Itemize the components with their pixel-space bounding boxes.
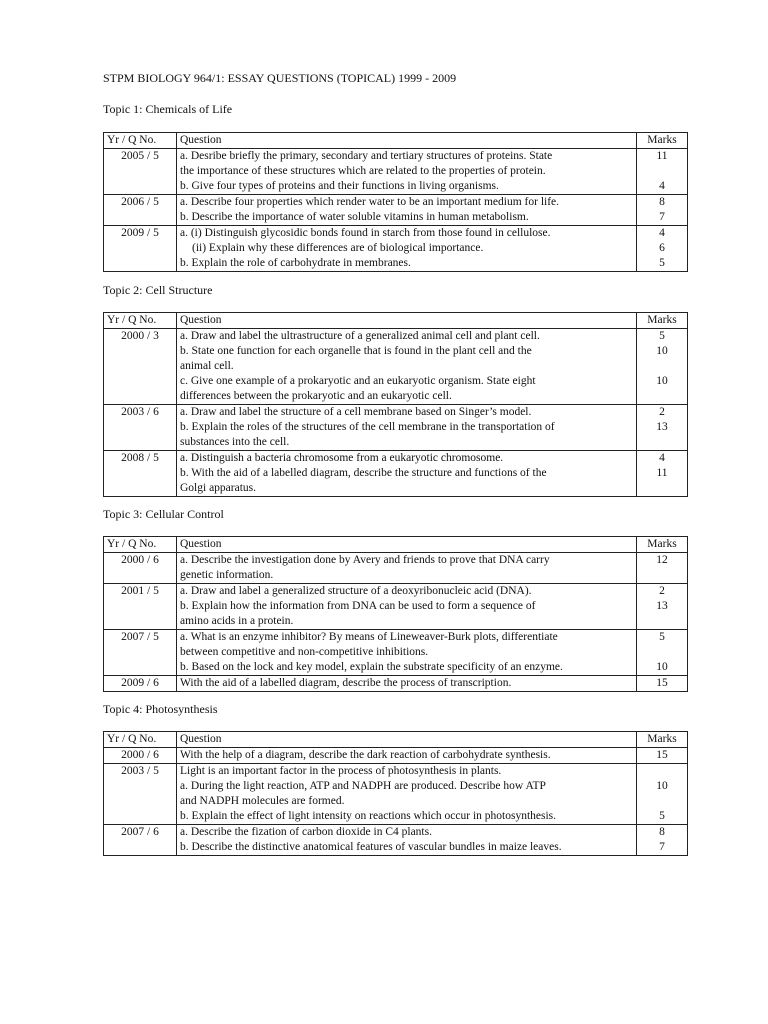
marks-value: 12 xyxy=(656,554,668,566)
table-row xyxy=(104,195,688,226)
table-row xyxy=(104,405,688,451)
marks-value: 6 xyxy=(659,242,665,254)
header-question: Question xyxy=(177,537,637,553)
table-row xyxy=(104,825,688,856)
marks-value xyxy=(640,614,684,629)
marks-value xyxy=(640,794,684,809)
marks-value xyxy=(640,568,684,583)
marks-value: 5 xyxy=(659,330,665,342)
marks-value: 5 xyxy=(659,810,665,822)
question-cell xyxy=(177,149,637,195)
header-yr: Yr / Q No. xyxy=(104,133,177,149)
marks-cell xyxy=(637,553,688,584)
question-line: Light is an important factor in the process of photosynthesis in plants. xyxy=(180,765,502,777)
year-cell: 2005 / 5 xyxy=(104,149,177,195)
header-question: Question xyxy=(177,133,637,149)
question-line: b. Explain how the information from DNA can be used to form a sequence of xyxy=(180,600,536,612)
question-cell xyxy=(177,630,637,676)
marks-value: 7 xyxy=(659,841,665,853)
question-line: a. Distinguish a bacteria chromosome from a eukaryotic chromosome. xyxy=(180,452,504,464)
table-row xyxy=(104,553,688,584)
marks-value: 5 xyxy=(659,257,665,269)
marks-value: 15 xyxy=(656,749,668,761)
marks-value: 4 xyxy=(659,180,665,192)
year-cell: 2009 / 5 xyxy=(104,226,177,272)
question-line: a. Describe the investigation done by Avery and friends to prove that DNA carry xyxy=(180,554,550,566)
question-line: (ii) Explain why these differences are of biological importance. xyxy=(192,242,484,254)
question-line: animal cell. xyxy=(180,360,234,372)
question-line: Golgi apparatus. xyxy=(180,482,257,494)
marks-cell xyxy=(637,451,688,497)
marks-cell xyxy=(637,584,688,630)
year-cell: 2009 / 6 xyxy=(104,676,177,692)
marks-value: 11 xyxy=(656,467,668,479)
marks-value xyxy=(640,764,684,779)
document-title: STPM BIOLOGY 964/1: ESSAY QUESTIONS (TOPICAL) 1999 - 2009 xyxy=(103,71,457,85)
table-row xyxy=(104,630,688,676)
question-cell xyxy=(177,451,637,497)
marks-cell xyxy=(637,748,688,764)
question-line: a. Desribe briefly the primary, secondary and tertiary structures of proteins. State xyxy=(180,150,553,162)
question-line: With the help of a diagram, describe the dark reaction of carbohydrate synthesis. xyxy=(180,749,551,761)
marks-value xyxy=(640,389,684,404)
question-cell xyxy=(177,329,637,405)
marks-cell xyxy=(637,405,688,451)
header-marks: Marks xyxy=(637,313,688,329)
question-cell xyxy=(177,405,637,451)
question-line: c. Give one example of a prokaryotic and an eukaryotic organism. State eight xyxy=(180,375,536,387)
question-line: b. Explain the role of carbohydrate in membranes. xyxy=(180,257,411,269)
header-yr: Yr / Q No. xyxy=(104,537,177,553)
table-row xyxy=(104,329,688,405)
marks-value: 4 xyxy=(659,452,665,464)
marks-cell xyxy=(637,676,688,692)
questions-table xyxy=(103,132,688,272)
year-cell: 2006 / 5 xyxy=(104,195,177,226)
marks-value xyxy=(640,359,684,374)
question-line: genetic information. xyxy=(180,569,274,581)
question-line: a. Draw and label the structure of a cell membrane based on Singer’s model. xyxy=(180,406,532,418)
question-line: With the aid of a labelled diagram, describe the process of transcription. xyxy=(180,677,512,689)
marks-value xyxy=(640,645,684,660)
table-row xyxy=(104,226,688,272)
marks-value: 8 xyxy=(659,826,665,838)
table-row xyxy=(104,451,688,497)
marks-cell xyxy=(637,825,688,856)
topic-heading: Topic 1: Chemicals of Life xyxy=(103,102,233,116)
table-row xyxy=(104,149,688,195)
marks-cell xyxy=(637,149,688,195)
question-line: b. Explain the effect of light intensity on reactions which occur in photosynthesis. xyxy=(180,810,557,822)
table-row xyxy=(104,584,688,630)
marks-value: 15 xyxy=(656,677,668,689)
marks-cell xyxy=(637,226,688,272)
question-line: a. During the light reaction, ATP and NADPH are produced. Describe how ATP xyxy=(180,780,546,792)
header-yr: Yr / Q No. xyxy=(104,313,177,329)
year-cell: 2008 / 5 xyxy=(104,451,177,497)
marks-cell xyxy=(637,764,688,825)
marks-value: 10 xyxy=(656,375,668,387)
marks-cell xyxy=(637,195,688,226)
marks-value: 4 xyxy=(659,227,665,239)
year-cell: 2000 / 3 xyxy=(104,329,177,405)
question-line: the importance of these structures which are related to the properties of protein. xyxy=(180,165,546,177)
question-cell xyxy=(177,584,637,630)
question-line: a. Draw and label the ultrastructure of a generalized animal cell and plant cell. xyxy=(180,330,540,342)
year-cell: 2003 / 5 xyxy=(104,764,177,825)
marks-value: 2 xyxy=(659,585,665,597)
question-line: a. Describe four properties which render water to be an important medium for life. xyxy=(180,196,560,208)
year-cell: 2000 / 6 xyxy=(104,553,177,584)
header-marks: Marks xyxy=(637,732,688,748)
marks-value xyxy=(640,164,684,179)
question-cell xyxy=(177,748,637,764)
header-marks: Marks xyxy=(637,537,688,553)
year-cell: 2007 / 5 xyxy=(104,630,177,676)
question-cell xyxy=(177,825,637,856)
question-line: a. Draw and label a generalized structure of a deoxyribonucleic acid (DNA). xyxy=(180,585,532,597)
table-header-row xyxy=(104,133,688,149)
questions-table xyxy=(103,312,688,497)
table-row xyxy=(104,748,688,764)
year-cell: 2007 / 6 xyxy=(104,825,177,856)
question-line: b. Describe the distinctive anatomical features of vascular bundles in maize leaves. xyxy=(180,841,562,853)
question-line: b. Based on the lock and key model, explain the substrate specificity of an enzyme. xyxy=(180,661,563,673)
question-cell xyxy=(177,676,637,692)
marks-value: 13 xyxy=(656,421,668,433)
question-line: a. What is an enzyme inhibitor? By means of Lineweaver-Burk plots, differentiate xyxy=(180,631,558,643)
question-line: b. Explain the roles of the structures of the cell membrane in the transportation of xyxy=(180,421,555,433)
year-cell: 2003 / 6 xyxy=(104,405,177,451)
table-header-row xyxy=(104,537,688,553)
header-yr: Yr / Q No. xyxy=(104,732,177,748)
question-cell xyxy=(177,764,637,825)
marks-cell xyxy=(637,329,688,405)
table-header-row xyxy=(104,313,688,329)
marks-value: 13 xyxy=(656,600,668,612)
question-line: b. State one function for each organelle that is found in the plant cell and the xyxy=(180,345,532,357)
question-line: differences between the prokaryotic and an eukaryotic cell. xyxy=(180,390,452,402)
marks-value: 10 xyxy=(656,661,668,673)
question-line: and NADPH molecules are formed. xyxy=(180,795,345,807)
header-marks: Marks xyxy=(637,133,688,149)
question-cell xyxy=(177,195,637,226)
marks-cell xyxy=(637,630,688,676)
marks-value: 2 xyxy=(659,406,665,418)
year-cell: 2001 / 5 xyxy=(104,584,177,630)
marks-value xyxy=(640,435,684,450)
question-line: b. Give four types of proteins and their functions in living organisms. xyxy=(180,180,499,192)
marks-value: 8 xyxy=(659,196,665,208)
question-line: b. Describe the importance of water soluble vitamins in human metabolism. xyxy=(180,211,529,223)
topic-heading: Topic 3: Cellular Control xyxy=(103,507,224,521)
question-line: b. With the aid of a labelled diagram, describe the structure and functions of the xyxy=(180,467,547,479)
table-row xyxy=(104,676,688,692)
table-header-row xyxy=(104,732,688,748)
topic-heading: Topic 2: Cell Structure xyxy=(103,283,213,297)
questions-table xyxy=(103,731,688,856)
header-question: Question xyxy=(177,732,637,748)
marks-value xyxy=(640,481,684,496)
questions-table xyxy=(103,536,688,692)
question-line: a. Describe the fization of carbon dioxide in C4 plants. xyxy=(180,826,432,838)
table-row xyxy=(104,764,688,825)
year-cell: 2000 / 6 xyxy=(104,748,177,764)
header-question: Question xyxy=(177,313,637,329)
question-line: between competitive and non-competitive inhibitions. xyxy=(180,646,429,658)
question-line: amino acids in a protein. xyxy=(180,615,294,627)
marks-value: 10 xyxy=(656,780,668,792)
marks-value: 10 xyxy=(656,345,668,357)
question-line: substances into the cell. xyxy=(180,436,290,448)
topic-heading: Topic 4: Photosynthesis xyxy=(103,702,218,716)
question-cell xyxy=(177,226,637,272)
question-cell xyxy=(177,553,637,584)
marks-value: 11 xyxy=(656,150,668,162)
question-line: a. (i) Distinguish glycosidic bonds found in starch from those found in cellulose. xyxy=(180,227,551,239)
marks-value: 7 xyxy=(659,211,665,223)
marks-value: 5 xyxy=(659,631,665,643)
